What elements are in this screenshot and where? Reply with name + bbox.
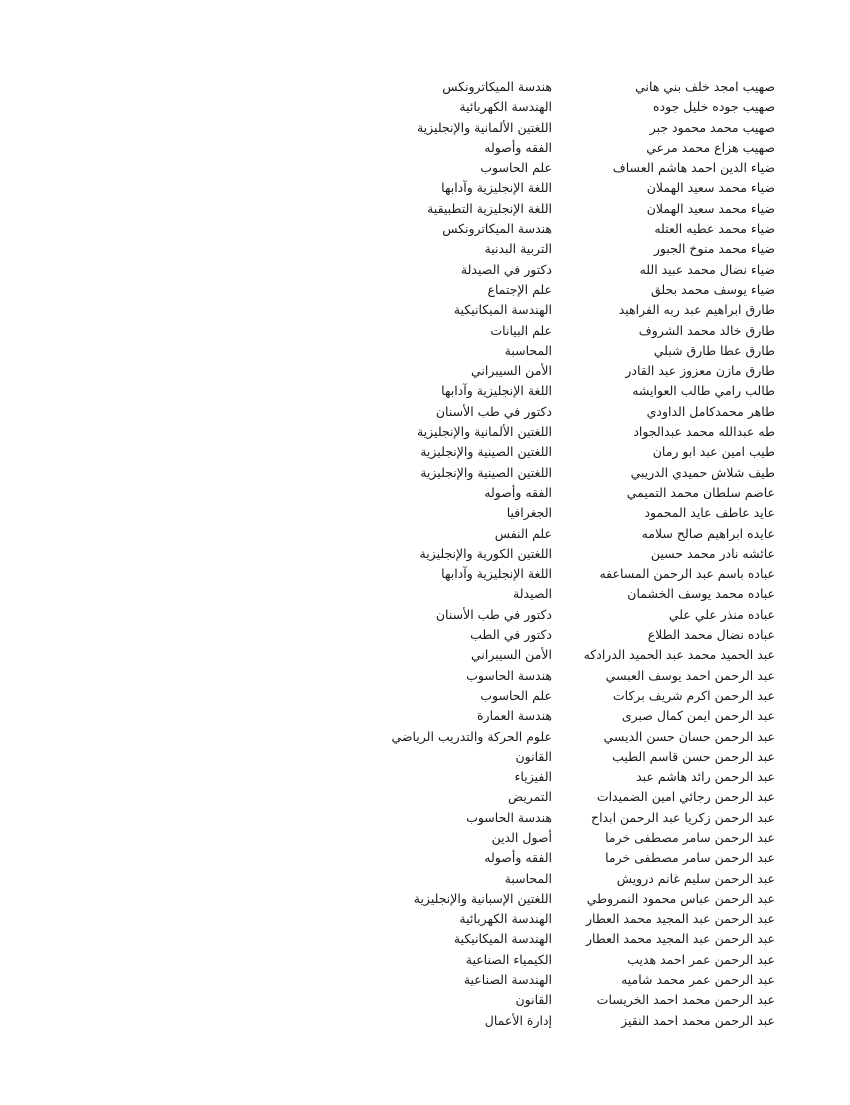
student-major: اللغة الإنجليزية وآدابها: [441, 383, 552, 399]
student-name: ضياء الدين احمد هاشم العساف: [612, 160, 775, 176]
student-major: اللغتين الألمانية والإنجليزية: [416, 119, 552, 135]
list-row: [380, 280, 780, 300]
list-row: [380, 77, 780, 97]
student-major: هندسة العمارة: [476, 708, 552, 724]
student-name: عبد الرحمن حسان حسن الديسي: [603, 728, 775, 744]
student-name: عبد الرحمن عمر احمد هديب: [627, 951, 775, 967]
student-major: الأمن السيبراني: [470, 363, 552, 379]
list-row: [380, 138, 780, 158]
student-major: الفيزياء: [514, 769, 552, 785]
student-major: هندسة الميكاترونكس: [442, 221, 552, 237]
student-major: التربية البدنية: [484, 241, 552, 257]
list-row: [380, 564, 780, 584]
list-row: [380, 767, 780, 787]
list-row: [380, 239, 780, 259]
list-row: [380, 970, 780, 990]
list-row: [380, 929, 780, 949]
list-row: [380, 544, 780, 564]
student-name: صهيب جوده خليل جوده: [652, 99, 775, 115]
list-row: [380, 463, 780, 483]
student-major: اللغتين الصينية والإنجليزية: [420, 464, 552, 480]
student-major: الهندسة الميكانيكية: [453, 931, 552, 947]
student-major: الهندسة الميكانيكية: [453, 302, 552, 318]
list-row: [380, 178, 780, 198]
list-row: [380, 361, 780, 381]
list-row: [380, 727, 780, 747]
student-name: عاصم سلطان محمد التميمي: [626, 484, 775, 500]
student-name: طالب رامي طالب العوايشه: [632, 383, 775, 399]
student-name: عبد الرحمن عمر محمد شاميه: [621, 972, 775, 988]
student-major: الهندسة الكهربائية: [459, 911, 552, 927]
list-row: [380, 584, 780, 604]
student-name: صهيب امجد خلف بني هاني: [635, 79, 775, 94]
student-name: صهيب محمد محمود جبر: [649, 119, 775, 135]
student-name: ضياء محمد عطيه العتله: [654, 221, 775, 237]
student-major: اللغة الإنجليزية التطبيقية: [427, 200, 552, 216]
student-major: القانون: [515, 748, 552, 764]
student-name: عبد الرحمن احمد يوسف العبسي: [605, 667, 775, 683]
student-name: طارق مازن معزوز عبد القادر: [625, 363, 775, 379]
student-major: الصيدلة: [513, 586, 552, 602]
student-name: عبد الرحمن محمد احمد النقيز: [621, 1012, 775, 1028]
student-major: اللغة الإنجليزية وآدابها: [441, 180, 552, 196]
list-row: [380, 909, 780, 929]
list-row: [380, 260, 780, 280]
list-row: [380, 950, 780, 970]
student-name: عبد الرحمن ايمن كمال صبرى: [621, 708, 775, 724]
student-major: دكتور في طب الأسنان: [435, 606, 552, 622]
student-name: عباده باسم عبد الرحمن المساعفه: [599, 566, 775, 582]
list-row: [380, 686, 780, 706]
list-row: [380, 605, 780, 625]
student-name: عبد الرحمن عبد المجيد محمد العطار: [586, 931, 775, 947]
student-major: الجغرافيا: [506, 505, 552, 521]
list-row: [380, 442, 780, 462]
list-row: [380, 524, 780, 544]
student-major: هندسة الحاسوب: [466, 667, 552, 683]
student-name: عبد الرحمن عباس محمود النمروطي: [586, 890, 775, 906]
student-name: طارق خالد محمد الشروف: [638, 322, 775, 338]
student-name: عباده نضال محمد الطلاع: [647, 627, 775, 643]
student-major: أصول الدين: [491, 829, 552, 845]
list-row: [380, 503, 780, 523]
student-name: عبد الرحمن عبد المجيد محمد العطار: [586, 911, 775, 927]
list-row: [380, 483, 780, 503]
student-major: الهندسة الصناعية: [463, 972, 552, 988]
student-list: [380, 77, 780, 1031]
student-major: دكتور في الصيدلة: [460, 261, 552, 277]
student-major: الفقه وأصوله: [484, 850, 552, 866]
list-row: [380, 747, 780, 767]
student-major: الأمن السيبراني: [470, 647, 552, 663]
student-major: اللغتين الإسبانية والإنجليزية: [413, 890, 552, 906]
student-major: التمريض: [508, 789, 552, 805]
student-major: اللغتين الكورية والإنجليزية: [419, 545, 552, 561]
list-row: [380, 828, 780, 848]
student-name: صهيب هزاع محمد مرعي: [646, 139, 775, 155]
student-major: هندسة الميكاترونكس: [442, 79, 552, 94]
list-row: [380, 848, 780, 868]
list-row: [380, 341, 780, 361]
list-row: [380, 787, 780, 807]
student-major: دكتور في طب الأسنان: [435, 403, 552, 419]
list-row: [380, 321, 780, 341]
student-major: اللغتين الألمانية والإنجليزية: [416, 424, 552, 440]
student-major: علوم الحركة والتدريب الرياضي: [391, 728, 552, 744]
student-major: علم النفس: [494, 525, 552, 541]
student-name: عائشه نادر محمد حسين: [650, 545, 775, 561]
student-name: عبد الرحمن محمد احمد الخريسات: [596, 992, 775, 1008]
list-row: [380, 118, 780, 138]
list-row: [380, 869, 780, 889]
student-major: اللغتين الصينية والإنجليزية: [420, 444, 552, 460]
student-name: ضياء محمد سعيد الهملان: [646, 200, 775, 216]
student-major: إدارة الأعمال: [484, 1012, 552, 1028]
list-row: [380, 158, 780, 178]
student-name: طارق عطا طارق شبلي: [653, 342, 775, 358]
list-row: [380, 402, 780, 422]
student-name: طيب امين عبد ابو رمان: [652, 444, 775, 460]
list-row: [380, 666, 780, 686]
list-row: [380, 422, 780, 442]
student-name: عايد عاطف عايد المحمود: [644, 505, 775, 521]
student-name: طارق ابراهيم عبد ربه الفراهيد: [618, 302, 775, 318]
student-major: الفقه وأصوله: [484, 484, 552, 500]
list-row: [380, 199, 780, 219]
student-name: عبد الرحمن زكريا عبد الرحمن ابداح: [591, 809, 775, 825]
list-row: [380, 219, 780, 239]
list-row: [380, 808, 780, 828]
list-row: [380, 625, 780, 645]
student-name: طه عبدالله محمد عبدالجواد: [633, 424, 775, 440]
student-major: علم الإجتماع: [487, 281, 552, 297]
list-row: [380, 381, 780, 401]
student-major: هندسة الحاسوب: [466, 809, 552, 825]
student-major: اللغة الإنجليزية وآدابها: [441, 566, 552, 582]
list-row: [380, 300, 780, 320]
list-row: [380, 706, 780, 726]
student-name: عبد الرحمن اكرم شريف بركات: [612, 687, 775, 703]
student-name: عبد الرحمن سامر مصطفى خرما: [605, 850, 775, 866]
student-name: ضياء محمد منوخ الجبور: [653, 241, 775, 257]
student-major: علم الحاسوب: [480, 160, 552, 176]
student-major: الهندسة الكهربائية: [459, 99, 552, 115]
student-major: الفقه وأصوله: [484, 139, 552, 155]
student-name: ضياء يوسف محمد بحلق: [650, 281, 775, 297]
student-name: ضياء محمد سعيد الهملان: [646, 180, 775, 196]
student-name: ضياء نضال محمد عبيد الله: [639, 261, 775, 277]
list-row: [380, 990, 780, 1010]
student-name: عباده منذر علي علي: [668, 606, 775, 622]
student-name: عايده ابراهيم صالح سلامه: [641, 525, 775, 541]
student-major: المحاسبة: [504, 870, 552, 886]
list-row: [380, 97, 780, 117]
list-row: [380, 645, 780, 665]
student-name: عبد الرحمن حسن قاسم الطيب: [612, 748, 775, 764]
student-name: عبد الرحمن سليم غانم درويش: [616, 870, 775, 886]
student-name: طاهر محمدكامل الداودي: [646, 403, 775, 419]
student-name: عبد الحميد محمد عبد الحميد الدرادكه: [583, 647, 775, 663]
list-row: [380, 1011, 780, 1031]
student-major: علم الحاسوب: [480, 687, 552, 703]
student-major: علم البيانات: [490, 322, 552, 338]
student-name: طيف شلاش حميدي الدريبي: [630, 464, 775, 480]
student-major: دكتور في الطب: [470, 627, 552, 643]
student-major: الكيمياء الصناعية: [465, 951, 552, 967]
student-name: عبد الرحمن سامر مصطفى خرما: [605, 829, 775, 845]
list-row: [380, 889, 780, 909]
student-name: عبد الرحمن رائد هاشم عبد: [636, 769, 775, 785]
student-major: المحاسبة: [504, 342, 552, 358]
student-major: القانون: [515, 992, 552, 1008]
student-name: عبد الرحمن رجائي امين الضميدات: [596, 789, 775, 805]
student-name: عباده محمد يوسف الخشمان: [627, 586, 775, 602]
